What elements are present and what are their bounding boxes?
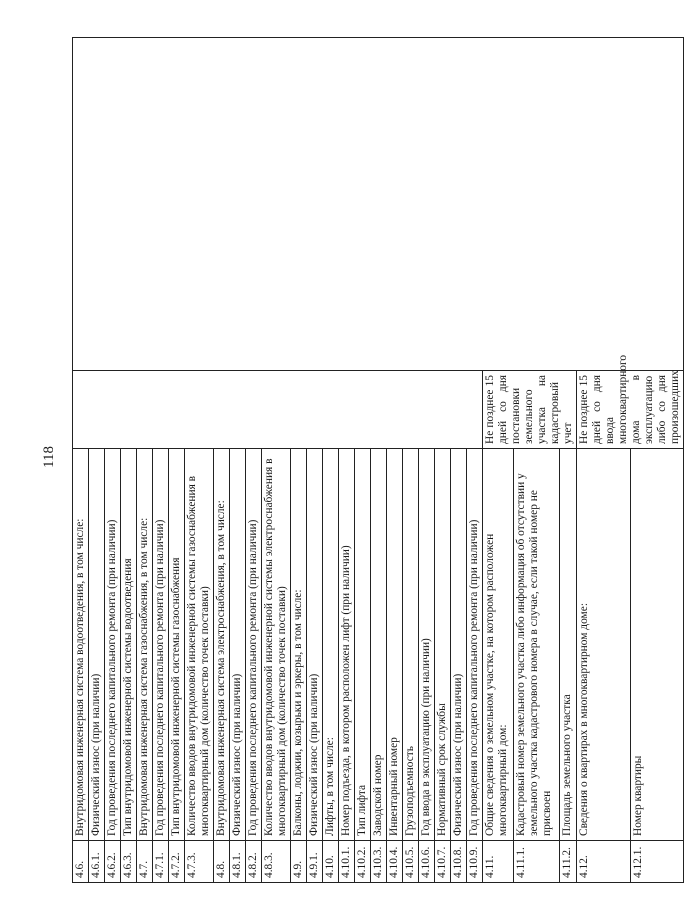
row-name: Номер подъезда, в котором расположен лифт (при наличии) xyxy=(339,449,355,841)
row-name: Физический износ (при наличии) xyxy=(230,449,246,841)
row-name: Сведения о квартирах в многоквартирном доме: xyxy=(577,449,631,841)
row-term: Не позднее 15 дней со дня постановки земельного участка на кадастровый учет xyxy=(483,371,577,449)
requirements-table xyxy=(72,37,684,883)
row-name: Количество вводов внутридомовой инженерной системы газоснабжения в многоквартирный дом (количество точек поставки) xyxy=(185,449,214,841)
row-name: Количество вводов внутридомовой инженерной системы электроснабжения в многоквартирный дом (количество точек поставки) xyxy=(262,449,291,841)
row-number: 4.10.8. xyxy=(451,841,467,883)
row-number: 4.8.2. xyxy=(246,841,262,883)
row-name: Год проведения последнего капитального ремонта (при наличии) xyxy=(246,449,262,841)
row-term xyxy=(73,371,483,449)
row-name: Год проведения последнего капитального ремонта (при наличии) xyxy=(105,449,121,841)
row-number: 4.10.6. xyxy=(419,841,435,883)
row-number: 4.11.1. xyxy=(514,841,559,883)
row-name: Нормативный срок службы xyxy=(435,449,451,841)
row-number: 4.10. xyxy=(323,841,339,883)
row-name: Номер квартиры xyxy=(630,449,684,841)
row-number: 4.9. xyxy=(291,841,307,883)
row-number: 4.8.1. xyxy=(230,841,246,883)
row-name: Площадь земельного участка xyxy=(559,449,576,841)
row-name: Общие сведения о земельном участке, на котором расположен многоквартирный дом: xyxy=(483,449,514,841)
document-table-rotated xyxy=(72,37,681,883)
row-name: Физический износ (при наличии) xyxy=(89,449,105,841)
row-number: 4.6.2. xyxy=(105,841,121,883)
row-name: Балконы, лоджии, козырьки и эркеры, в том числе: xyxy=(291,449,307,841)
row-name: Лифты, в том числе: xyxy=(323,449,339,841)
row-number: 4.10.2. xyxy=(355,841,371,883)
row-number: 4.10.3. xyxy=(371,841,387,883)
row-name: Грузоподъемность xyxy=(403,449,419,841)
row-number: 4.10.4. xyxy=(387,841,403,883)
row-number: 4.11.2. xyxy=(559,841,576,883)
empty-column xyxy=(73,38,684,371)
row-name: Внутридомовая инженерная система газоснабжения, в том числе: xyxy=(137,449,153,841)
row-number: 4.7.1. xyxy=(153,841,169,883)
row-number: 4.8.3. xyxy=(262,841,291,883)
row-number: 4.12. xyxy=(577,841,631,883)
row-number: 4.11. xyxy=(483,841,514,883)
row-number: 4.8. xyxy=(214,841,230,883)
row-name: Год проведения последнего капитального ремонта (при наличии) xyxy=(153,449,169,841)
row-name: Год ввода в эксплуатацию (при наличии) xyxy=(419,449,435,841)
row-number: 4.7. xyxy=(137,841,153,883)
row-name: Тип внутридомовой инженерной системы газоснабжения xyxy=(169,449,185,841)
row-number: 4.10.9. xyxy=(467,841,483,883)
row-number: 4.6.1. xyxy=(89,841,105,883)
row-name: Тип внутридомовой инженерной системы водоотведения xyxy=(121,449,137,841)
row-name: Внутридомовая инженерная система водоотведения, в том числе: xyxy=(73,449,89,841)
row-number: 4.9.1. xyxy=(307,841,323,883)
row-number: 4.12.1. xyxy=(630,841,684,883)
row-name: Внутридомовая инженерная система электроснабжения, в том числе: xyxy=(214,449,230,841)
row-name: Физический износ (при наличии) xyxy=(451,449,467,841)
row-number: 4.6. xyxy=(73,841,89,883)
row-name: Год проведения последнего капитального ремонта (при наличии) xyxy=(467,449,483,841)
row-number: 4.7.3. xyxy=(185,841,214,883)
row-name: Кадастровый номер земельного участка либо информация об отсутствии у земельного участка кадастрового номера в случае, если такой номер не присвоен xyxy=(514,449,559,841)
page-number: 118 xyxy=(41,446,57,468)
row-name: Тип лифта xyxy=(355,449,371,841)
row-term: Не позднее 15 дней со дня ввода многоквартирного дома в эксплуатацию либо со дня произошедших xyxy=(577,371,684,449)
row-number: 4.10.5. xyxy=(403,841,419,883)
row-number: 4.10.7. xyxy=(435,841,451,883)
row-name: Физический износ (при наличии) xyxy=(307,449,323,841)
row-name: Заводской номер xyxy=(371,449,387,841)
row-number: 4.10.1. xyxy=(339,841,355,883)
row-number: 4.7.2. xyxy=(169,841,185,883)
row-number: 4.6.3. xyxy=(121,841,137,883)
row-name: Инвентарный номер xyxy=(387,449,403,841)
table-row xyxy=(73,38,89,883)
